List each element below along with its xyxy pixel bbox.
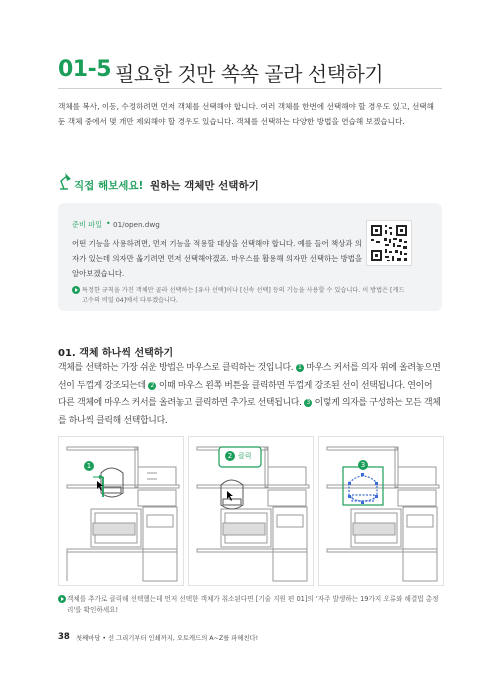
step-3-marker: 3 [304,399,312,407]
play-circle-icon [58,595,66,603]
prep-file-label: 준비 파일 [72,220,103,229]
page-number: 38 [58,632,70,642]
subsection-body: 객체를 선택하는 가장 쉬운 방법은 마우스로 클릭하는 것입니다. 1 마우스 커서를 의자 위에 올려놓으면 선이 두껍게 강조되는데 2 이때 마우스 왼쪽 버튼을 클릭하면 두껍게 강조된 선이 선택됩니다. 연이어 다른 객체에 마우스 커서를 올려놓고 클릭하면 추가로 선택됩니다. 3 이렇게 의자를 구성하는 모든 객체를 하나씩 클릭해 선택합니다. [58,363,441,426]
practice-title: 원하는 객체만 선택하기 [150,180,259,192]
callout-1-badge: 1 [84,461,94,471]
figure-step-3 [318,436,444,586]
title-divider [58,88,442,89]
qr-code-icon[interactable] [366,220,412,266]
step-1-marker: 1 [296,364,304,372]
running-footer: 첫째마당 • 선 그리기부터 인쇄까지, 오토캐드의 A~Z를 파헤친다! [76,635,259,642]
floorplan-drawing-1 [59,437,183,585]
callout-3-badge: 3 [358,460,368,470]
step-2-marker: 2 [148,382,156,390]
intro-paragraph: 객체를 복사, 이동, 수정하려면 먼저 객체를 선택해야 합니다. 여러 객체를 한번에 선택해야 할 경우도 있고, 선택해 둔 객체 중에서 몇 개만 제외해야 할 경우도 있습니다. 객체를 선택하는 다양한 방법을 연습해 보겠습니다. [58,102,434,126]
figure-step-1 [58,436,184,586]
section-title: 필요한 것만 쏙쏙 골라 선택하기 [115,62,384,86]
practice-badge: 직접 해보세요! [74,180,144,192]
floorplan-drawing-3 [319,437,443,585]
callout-2-badge: 2 [225,451,235,461]
bullet-dot: • [106,219,111,228]
bottom-tip: 객체를 추가로 클릭해 선택했는데 먼저 선택한 객체가 취소된다면 [기술 지원 편 01]의 '자주 발생하는 19가지 오류와 해결법 총정리'를 확인하세요! [67,595,439,614]
cursor-arrow-icon [97,481,105,491]
play-circle-icon [72,286,80,294]
practice-text: 어떤 기능을 사용하려면, 먼저 기능을 적용할 대상을 선택해야 합니다. 예를 들어 책상과 의자가 있는데 의자만 옮기려면 먼저 선택해야겠죠. 마우스를 활용해 의자만 선택하는 방법을 알아보겠습니다. [72,239,363,278]
subsection-title: 01. 객체 하나씩 선택하기 [58,348,174,359]
figure-step-2 [188,436,314,586]
practice-tip: 특정한 규칙을 가진 객체만 골라 선택하는 [유사 선택]이나 [신속 선택] 등의 기능을 사용할 수 있습니다. 이 방법은 [캐드 고수의 비밀 04]에서 다루겠습니다. [82,287,405,304]
prep-file-name: 01/open.dwg [113,220,160,229]
click-label: 클릭 [238,452,252,460]
cursor-arrow-icon [227,491,235,501]
section-number: 01-5 [58,57,112,82]
